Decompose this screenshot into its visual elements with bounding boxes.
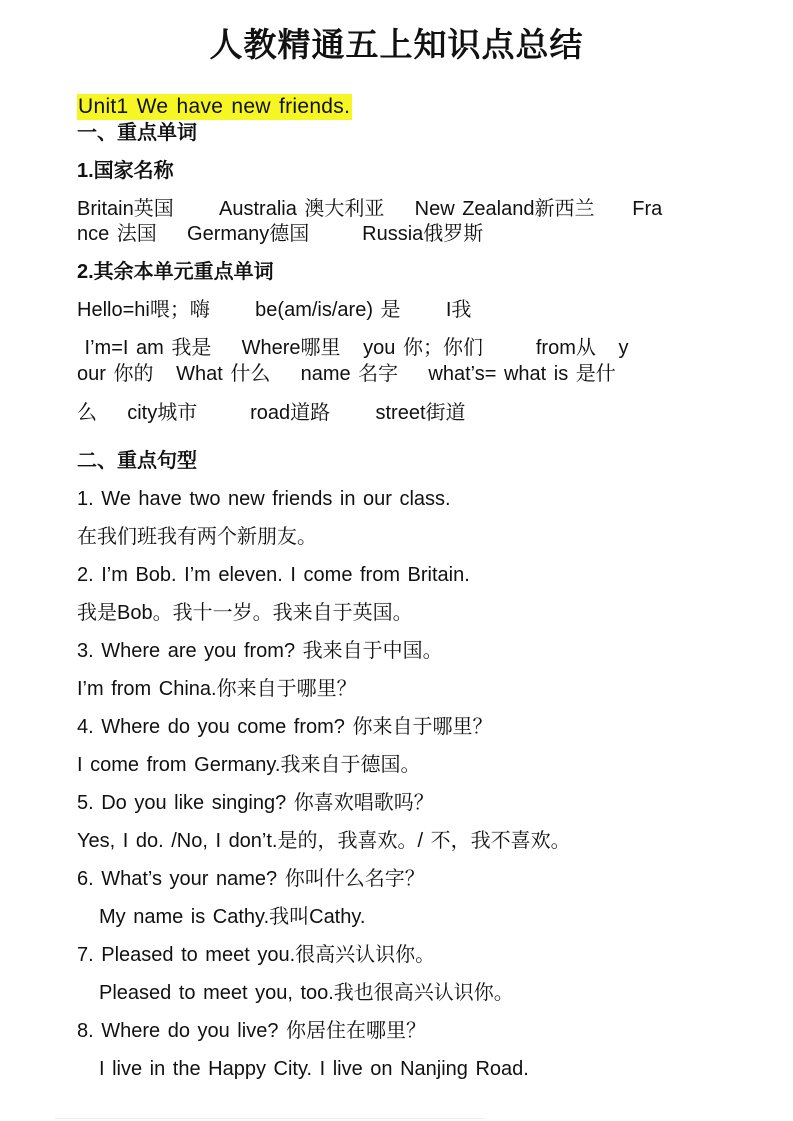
sentence-line: Yes, I do. /No, I don’t.是的，我喜欢。/ 不，我不喜欢。	[77, 830, 571, 852]
subheading-country-names: 1.国家名称	[77, 160, 174, 182]
translation-line: 在我们班我有两个新朋友。	[77, 526, 317, 548]
vocab-line: our 你的 What 什么 name 名字 what’s= what is 是什	[77, 363, 616, 385]
sentence-line: Pleased to meet you, too.我也很高兴认识你。	[99, 982, 514, 1004]
sentence-line: 5. Do you like singing? 你喜欢唱歌吗？	[77, 792, 434, 814]
sentence-line: I live in the Happy City. I live on Nanjing Road.	[99, 1058, 529, 1080]
sentence-line: My name is Cathy.我叫Cathy.	[99, 906, 366, 928]
sentence-line: 4. Where do you come from? 你来自于哪里？	[77, 716, 493, 738]
sentence-line: I’m from China.你来自于哪里？	[77, 678, 357, 700]
vocab-line: 么 city城市 road道路 street街道	[77, 402, 466, 424]
sentence-line: 8. Where do you live? 你居住在哪里？	[77, 1020, 426, 1042]
sentence-line: 2. I’m Bob. I’m eleven. I come from Britain.	[77, 564, 470, 586]
sentence-line: 7. Pleased to meet you.很高兴认识你。	[77, 944, 436, 966]
subheading-other-key-words: 2.其余本单元重点单词	[77, 261, 274, 283]
translation-line: 我是Bob。我十一岁。我来自于英国。	[77, 602, 413, 624]
vocab-line: nce 法国 Germany德国 Russia俄罗斯	[77, 223, 484, 245]
page-bottom-divider	[55, 1118, 485, 1119]
sentence-line: 6. What’s your name? 你叫什么名字？	[77, 868, 425, 890]
sentence-line: 3. Where are you from? 我来自于中国。	[77, 640, 443, 662]
vocab-line: Britain英国 Australia 澳大利亚 New Zealand新西兰 Fra	[77, 198, 663, 220]
sentence-line: 1. We have two new friends in our class.	[77, 488, 451, 510]
section-heading-key-words: 一、重点单词	[77, 122, 197, 144]
sentence-line: I come from Germany.我来自于德国。	[77, 754, 421, 776]
page-title: 人教精通五上知识点总结	[209, 26, 584, 63]
vocab-line: Hello=hi喂；嗨 be(am/is/are) 是 I我	[77, 299, 472, 321]
section-heading-key-sentences: 二、重点句型	[77, 450, 197, 472]
vocab-line: I’m=I am 我是 Where哪里 you 你；你们 from从 y	[77, 337, 629, 359]
unit-heading-highlighted: Unit1 We have new friends.	[78, 95, 351, 118]
